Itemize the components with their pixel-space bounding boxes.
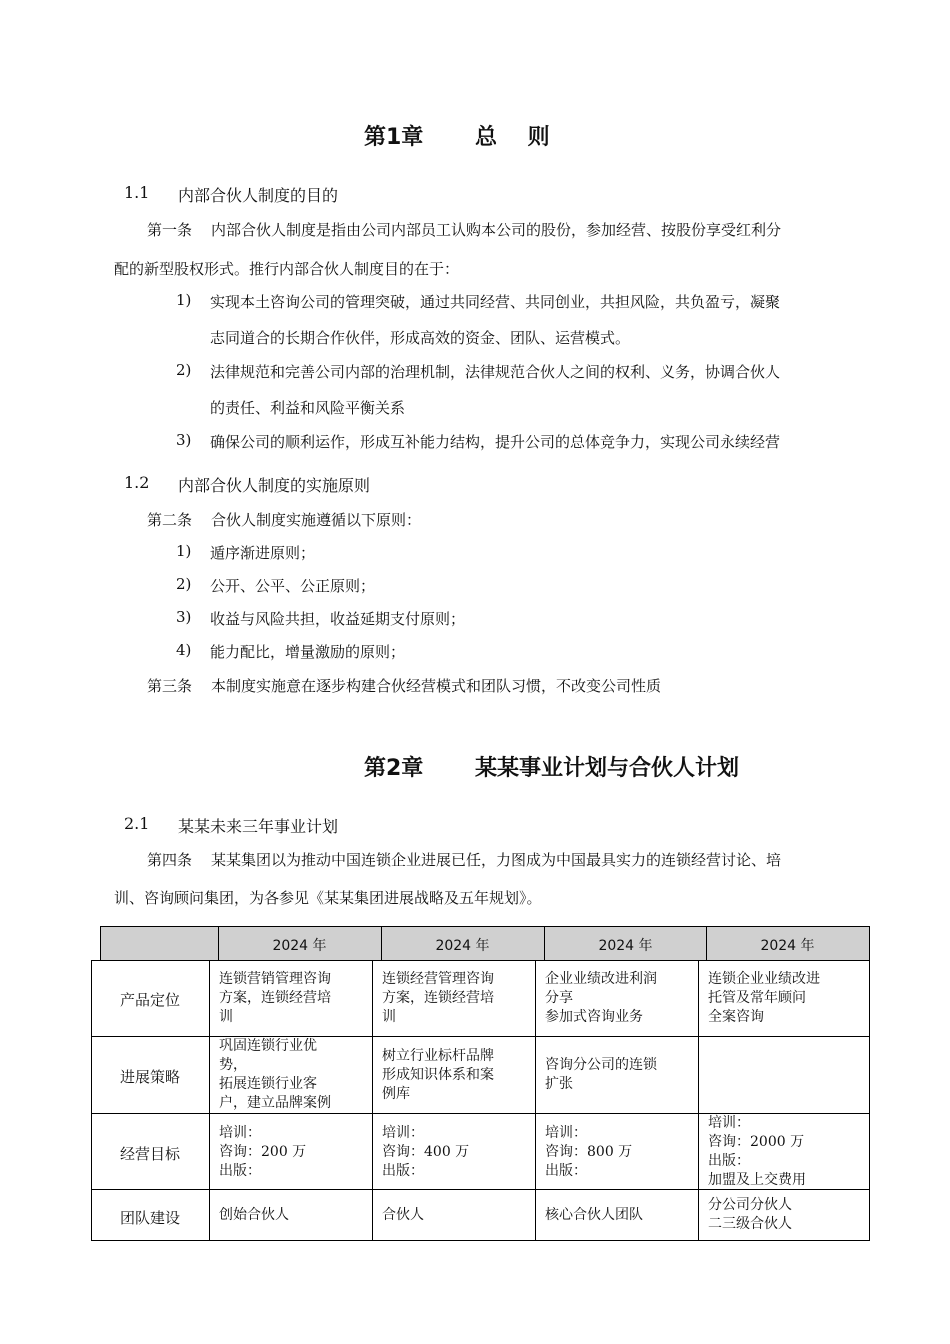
table-cell: 培训： 咨询：400 万 出版：: [382, 1125, 470, 1179]
section-1-2-number: 1.2: [124, 473, 150, 492]
chapter2-number: 第2章: [364, 756, 424, 781]
article4-line2: 训、咨询顾问集团，为各参见《某某集团进展战略及五年规划》。: [114, 889, 542, 907]
article4-label: 第四条: [147, 851, 193, 869]
list-item-text: 实现本土咨询公司的管理突破，通过共同经营、共同创业，共担风险，共负盈亏，凝聚: [210, 293, 781, 311]
section-1-1-title: 内部合伙人制度的目的: [178, 186, 339, 205]
list-item-number: 4): [176, 641, 192, 659]
section-2-1-number: 2.1: [124, 814, 150, 833]
table-header-cell: 2024 年: [435, 938, 490, 954]
list-item-number: 1): [176, 542, 192, 560]
table-cell: 巩固连锁行业优 势， 拓展连锁行业客 户，建立品牌案例: [219, 1038, 331, 1111]
table-cell: 树立行业标杆品牌 形成知识体系和案 例库: [382, 1048, 494, 1102]
article4-line1: 某某集团以为推动中国连锁企业进展已任，力图成为中国最具实力的连锁经营讨论、培: [211, 851, 782, 869]
article1-line2: 配的新型股权形式。推行内部合伙人制度目的在于：: [114, 260, 460, 278]
list-item-text-cont: 的责任、利益和风险平衡关系: [210, 399, 406, 417]
table-header-cell: 2024 年: [272, 938, 327, 954]
table-header-cell: 2024 年: [598, 938, 653, 954]
article3-label: 第三条: [147, 677, 193, 695]
table-cell: 合伙人: [382, 1207, 424, 1223]
table-cell: 分公司分伙人 二三级合伙人: [708, 1197, 792, 1232]
list-item-text: 法律规范和完善公司内部的治理机制，法律规范合伙人之间的权利、义务，协调合伙人: [210, 363, 781, 381]
table-cell: 培训： 咨询：2000 万 出版： 加盟及上交费用: [708, 1115, 806, 1188]
table-cell: 连锁企业业绩改进 托管及常年顾问 全案咨询: [708, 971, 820, 1025]
article2-text: 合伙人制度实施遵循以下原则：: [211, 511, 422, 529]
list-item-number: 2): [176, 575, 192, 593]
table-header-cell: 2024 年: [760, 938, 815, 954]
table-row-label: 经营目标: [119, 1145, 180, 1163]
section-2-1-title: 某某未来三年事业计划: [178, 817, 339, 836]
section-1-2-title: 内部合伙人制度的实施原则: [178, 476, 371, 495]
list-item-text: 确保公司的顺利运作，形成互补能力结构，提升公司的总体竞争力，实现公司永续经营: [210, 433, 781, 451]
table-row-label: 团队建设: [119, 1209, 180, 1227]
chapter1-number: 第1章: [364, 125, 424, 150]
chapter1-title: 总 则: [475, 125, 550, 150]
table-cell: 连锁营销管理咨询 方案，连锁经营培 训: [219, 971, 331, 1025]
list-item-text: 能力配比，增量激励的原则；: [210, 643, 406, 661]
chapter2-title: 某某事业计划与合伙人计划: [475, 756, 740, 781]
table-cell: 核心合伙人团队: [545, 1207, 643, 1223]
article1-line1: 内部合伙人制度是指由公司内部员工认购本公司的股份，参加经营、按股份享受红利分: [211, 221, 782, 239]
table-row-label: 进展策略: [119, 1068, 180, 1086]
article1-label: 第一条: [147, 221, 193, 239]
table-cell: 连锁经营管理咨询 方案，连锁经营培 训: [382, 971, 494, 1025]
section-1-1-number: 1.1: [124, 183, 150, 202]
list-item-number: 1): [176, 291, 192, 309]
list-item-text: 公开、公平、公正原则；: [210, 577, 376, 595]
list-item-text-cont: 志同道合的长期合作伙伴，形成高效的资金、团队、运营模式。: [210, 329, 631, 347]
table-cell: 创始合伙人: [219, 1207, 289, 1223]
table-row-label: 产品定位: [119, 991, 180, 1009]
table-cell: 企业业绩改进利润 分享 参加式咨询业务: [545, 971, 657, 1025]
article2-label: 第二条: [147, 511, 193, 529]
article3-text: 本制度实施意在逐步构建合伙经营模式和团队习惯，不改变公司性质: [211, 677, 662, 695]
list-item-number: 2): [176, 361, 192, 379]
table-cell: 培训： 咨询：800 万 出版：: [545, 1125, 633, 1179]
list-item-number: 3): [176, 608, 192, 626]
list-item-text: 收益与风险共担，收益延期支付原则；: [210, 610, 466, 628]
table-cell: 咨询分公司的连锁 扩张: [545, 1057, 657, 1092]
table-cell: 培训： 咨询：200 万 出版：: [219, 1125, 307, 1179]
list-item-text: 遁序渐进原则；: [210, 544, 316, 562]
list-item-number: 3): [176, 431, 192, 449]
